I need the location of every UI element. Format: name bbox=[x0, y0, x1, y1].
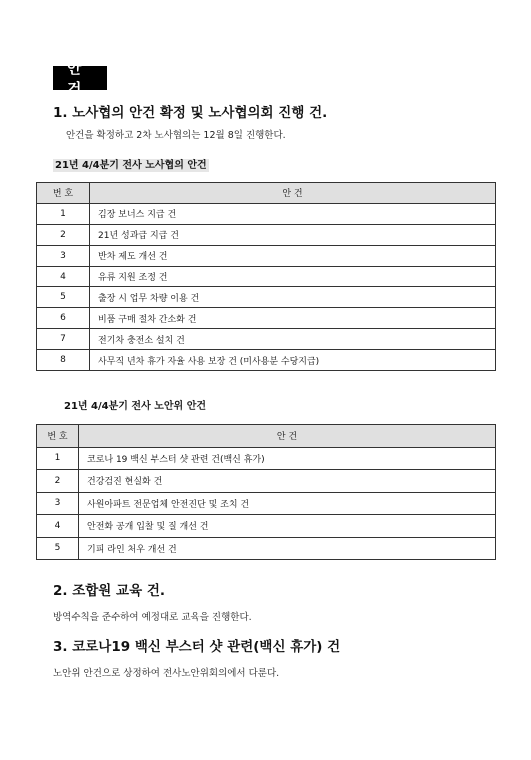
row-number: 5 bbox=[37, 287, 90, 308]
table2-header-number: 번 호 bbox=[37, 425, 79, 448]
row-number: 7 bbox=[37, 329, 90, 350]
table1-header-row bbox=[37, 183, 496, 204]
row-item: 반차 제도 개선 건 bbox=[90, 245, 496, 266]
table2-header-row bbox=[37, 425, 496, 448]
row-number: 1 bbox=[37, 203, 90, 224]
table-row bbox=[37, 203, 496, 224]
section1-heading: 1. 노사협의 안건 확정 및 노사협의회 진행 건. bbox=[53, 105, 328, 121]
row-item: 김장 보너스 지급 건 bbox=[90, 203, 496, 224]
table2-caption: 21년 4/4분기 전사 노안위 안건 bbox=[64, 401, 207, 412]
table1 bbox=[36, 182, 496, 371]
table1-header-number: 번 호 bbox=[37, 183, 90, 204]
table-row bbox=[37, 447, 496, 470]
row-number: 5 bbox=[37, 537, 79, 560]
row-number: 6 bbox=[37, 308, 90, 329]
table-row bbox=[37, 350, 496, 371]
row-item: 비품 구매 절차 간소화 건 bbox=[90, 308, 496, 329]
row-item: 21년 성과급 지급 건 bbox=[90, 224, 496, 245]
table-row bbox=[37, 266, 496, 287]
table1-caption-text: 21년 4/4분기 전사 노사협의 안건 bbox=[55, 160, 207, 171]
row-number: 4 bbox=[37, 266, 90, 287]
document-title: 안 건 bbox=[53, 66, 107, 90]
row-item: 유류 지원 조정 건 bbox=[90, 266, 496, 287]
row-number: 1 bbox=[37, 447, 79, 470]
row-number: 2 bbox=[37, 470, 79, 493]
row-item: 안전화 공개 입찰 및 질 개선 건 bbox=[79, 515, 496, 538]
row-number: 2 bbox=[37, 224, 90, 245]
section2-body: 방역수칙을 준수하여 예정대로 교육을 진행한다. bbox=[53, 612, 252, 623]
table-row bbox=[37, 308, 496, 329]
section3-heading: 3. 코로나19 백신 부스터 샷 관련(백신 휴가) 건 bbox=[53, 639, 341, 655]
section2-heading: 2. 조합원 교육 건. bbox=[53, 583, 165, 599]
row-item: 사무직 년차 휴가 자율 사용 보장 건 (미사용분 수당지급) bbox=[90, 350, 496, 371]
table-row bbox=[37, 245, 496, 266]
table-row bbox=[37, 287, 496, 308]
row-number: 3 bbox=[37, 492, 79, 515]
row-number: 3 bbox=[37, 245, 90, 266]
table-row bbox=[37, 492, 496, 515]
row-item: 사원아파트 전문업체 안전진단 및 조치 건 bbox=[79, 492, 496, 515]
table2-header-item: 안 건 bbox=[79, 425, 496, 448]
row-item: 코로나 19 백신 부스터 샷 관련 건(백신 휴가) bbox=[79, 447, 496, 470]
row-item: 출장 시 업무 차량 이용 건 bbox=[90, 287, 496, 308]
row-number: 4 bbox=[37, 515, 79, 538]
table1-header-item: 안 건 bbox=[90, 183, 496, 204]
table-row bbox=[37, 224, 496, 245]
table-row bbox=[37, 329, 496, 350]
row-item: 기피 라인 처우 개선 건 bbox=[79, 537, 496, 560]
table2 bbox=[36, 424, 496, 560]
row-number: 8 bbox=[37, 350, 90, 371]
section3-body: 노안위 안건으로 상정하여 전사노안위회의에서 다룬다. bbox=[53, 668, 280, 679]
table-row bbox=[37, 537, 496, 560]
table-row bbox=[37, 470, 496, 493]
row-item: 건강검진 현실화 건 bbox=[79, 470, 496, 493]
section1-body: 안건을 확정하고 2차 노사협의는 12월 8일 진행한다. bbox=[66, 130, 286, 141]
table1-caption bbox=[53, 156, 209, 171]
row-item: 전기차 충전소 설치 건 bbox=[90, 329, 496, 350]
table-row bbox=[37, 515, 496, 538]
